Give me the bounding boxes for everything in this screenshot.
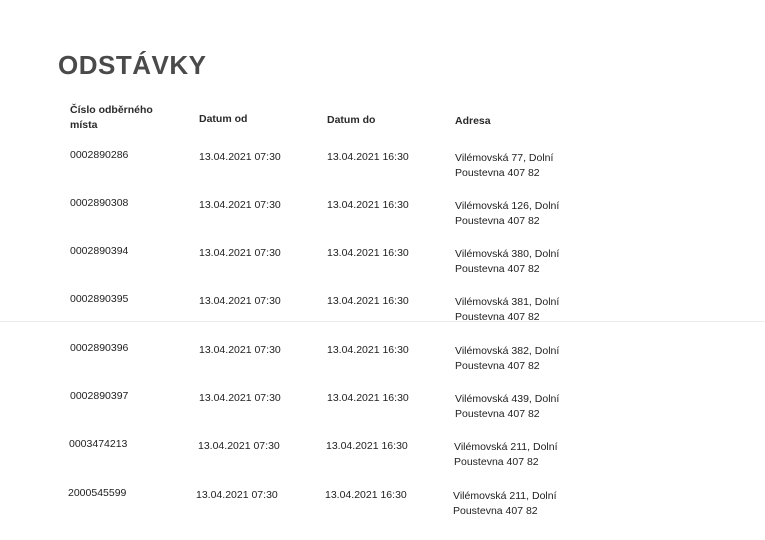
cell-to: 13.04.2021 16:30 [327,295,409,307]
table-row [0,341,765,381]
cell-to: 13.04.2021 16:30 [326,440,408,452]
cell-from: 13.04.2021 07:30 [199,295,281,307]
cell-to: 13.04.2021 16:30 [325,489,407,501]
cell-to: 13.04.2021 16:30 [327,344,409,356]
cell-place: 2000545599 [68,487,127,499]
column-header-to: Datum do [327,114,376,126]
cell-to: 13.04.2021 16:30 [327,247,409,259]
cell-from: 13.04.2021 07:30 [196,489,278,501]
cell-to: 13.04.2021 16:30 [327,199,409,211]
cell-place: 0002890308 [70,197,129,209]
cell-place: 0002890394 [70,245,129,257]
page-title: ODSTÁVKY [58,50,207,80]
cell-address: Vilémovská 77, Dolní Poustevna 407 82 [455,152,554,179]
cell-address: Vilémovská 211, Dolní Poustevna 407 82 [454,441,558,468]
column-header-from: Datum od [199,113,248,125]
cell-place: 0002890397 [70,390,129,402]
cell-from: 13.04.2021 07:30 [199,199,281,211]
table-row [0,389,765,429]
cell-from: 13.04.2021 07:30 [199,392,281,404]
column-header-place: Číslo odběrného místa [70,104,153,131]
cell-address: Vilémovská 381, Dolní Poustevna 407 82 [455,296,560,323]
table-row [0,148,765,188]
cell-to: 13.04.2021 16:30 [327,392,409,404]
cell-place: 0003474213 [69,438,128,450]
cell-address: Vilémovská 126, Dolní Poustevna 407 82 [455,200,560,227]
cell-from: 13.04.2021 07:30 [198,440,280,452]
cell-from: 13.04.2021 07:30 [199,247,281,259]
table-row [0,292,765,332]
table-row [0,244,765,284]
cell-address: Vilémovská 211, Dolní Poustevna 407 82 [453,490,557,517]
cell-from: 13.04.2021 07:30 [199,151,281,163]
cell-address: Vilémovská 382, Dolní Poustevna 407 82 [455,345,560,372]
cell-place: 0002890395 [70,293,129,305]
table-row [0,196,765,236]
cell-address: Vilémovská 439, Dolní Poustevna 407 82 [455,393,560,420]
column-header-address: Adresa [455,115,491,127]
cell-to: 13.04.2021 16:30 [327,151,409,163]
table-row [0,486,765,526]
cell-from: 13.04.2021 07:30 [199,344,281,356]
cell-address: Vilémovská 380, Dolní Poustevna 407 82 [455,248,560,275]
cell-place: 0002890396 [70,342,129,354]
table-row [0,437,765,477]
cell-place: 0002890286 [70,149,129,161]
